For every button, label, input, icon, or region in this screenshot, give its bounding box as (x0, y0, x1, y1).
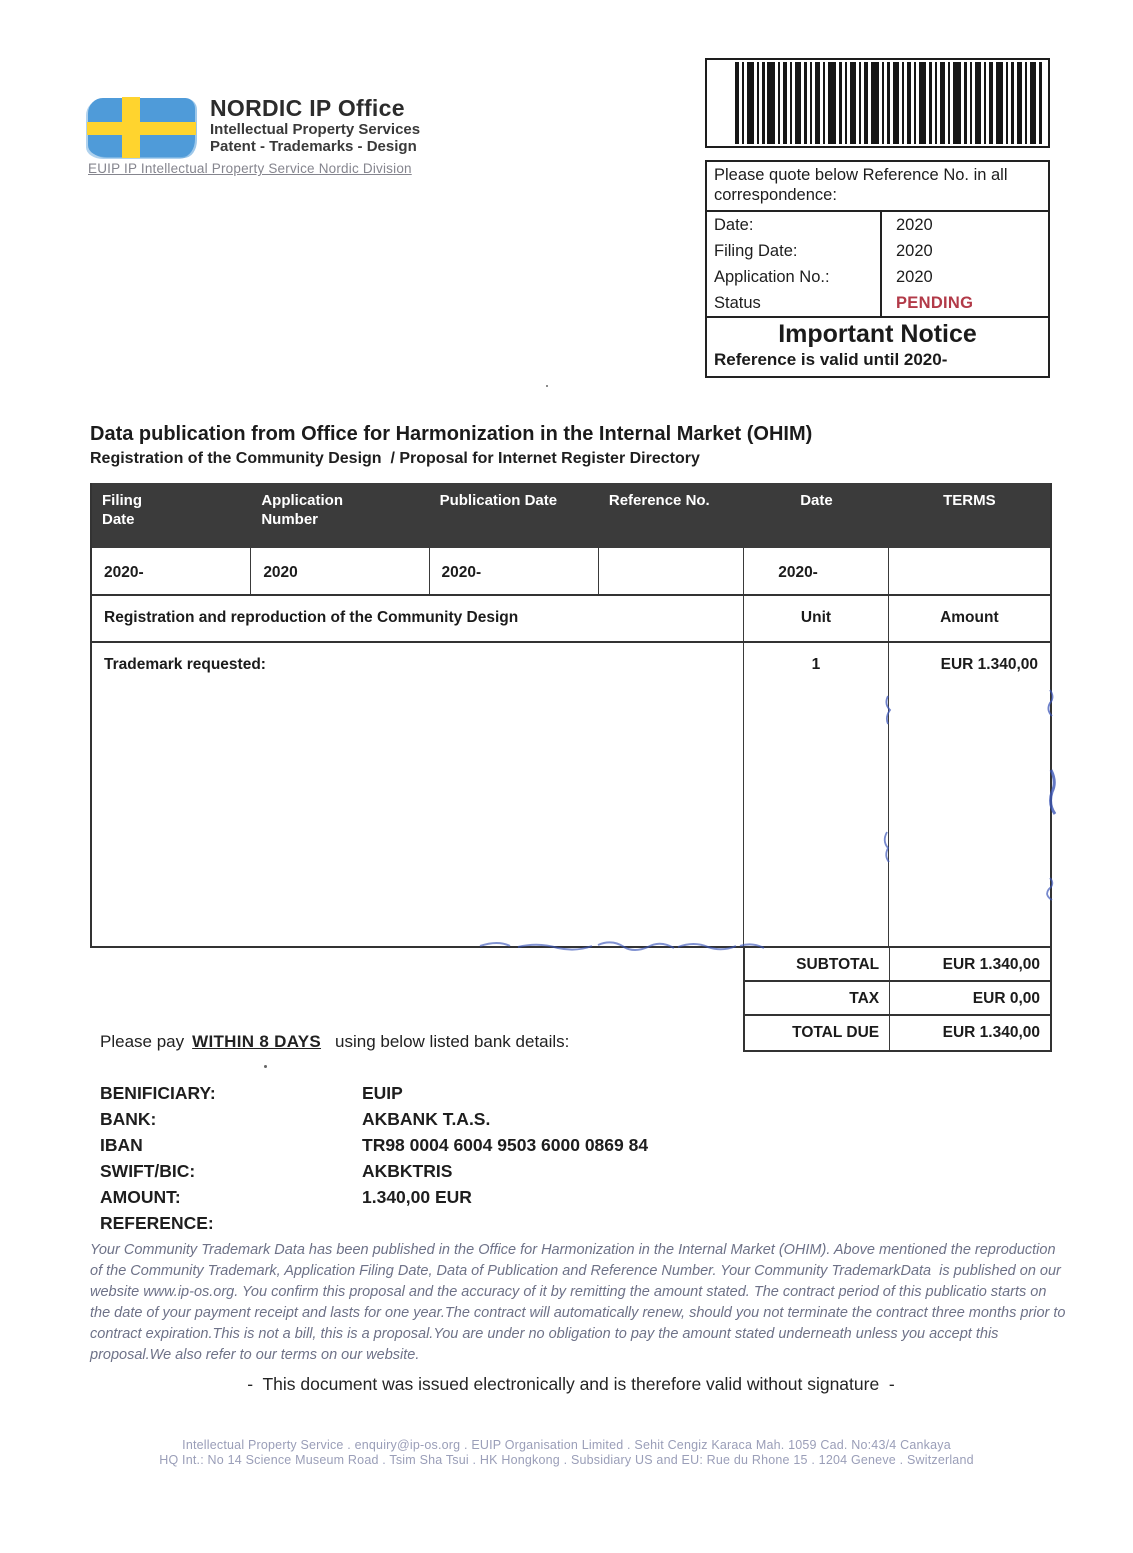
col-header-terms: TERMS (943, 492, 996, 509)
barcode-bars (707, 60, 1048, 146)
cell-filing-date: 2020- (92, 548, 251, 594)
electronic-signature-note: - This document was issued electronically and is therefore valid without signature - (247, 1374, 895, 1394)
cell-publication-date: 2020- (430, 548, 599, 594)
col-header-date: Date (800, 492, 833, 509)
table-header-row (92, 483, 1050, 548)
logo-text (210, 95, 420, 155)
bank-row-swift: SWIFT/BIC: AKBKTRIS (100, 1161, 453, 1181)
company-subtitle-2: Patent - Trademarks - Design (210, 138, 417, 155)
bank-row-bank: BANK: AKBANK T.A.S. (100, 1109, 491, 1129)
section-header-row (92, 596, 1050, 643)
important-notice (707, 318, 1048, 376)
company-name: NORDIC IP Office (210, 95, 405, 121)
reference-value: 2020 (896, 242, 933, 260)
payment-instruction (100, 1032, 569, 1052)
footer-line-2: HQ Int.: No 14 Science Museum Road . Tsim Sha Tsui . HK Hongkong . Subsidiary US and EU: Rue du Rhone 15 . 1204 Geneve . Switzerland (159, 1453, 974, 1467)
footer-line-1: Intellectual Property Service . enquiry@ip-os.org . EUIP Organisation Limited . Sehit Cengiz Karaca Mah. 1059 Cad. No:43/4 Cankaya (182, 1438, 951, 1452)
total-due-amount: EUR 1.340,00 (942, 1024, 1040, 1041)
sweden-flag-icon (88, 98, 195, 157)
unit-header: Unit (744, 596, 888, 641)
reference-label: Status (707, 290, 882, 316)
col-header-filing-date: Filing Date (102, 492, 142, 528)
reference-box (705, 160, 1050, 378)
disclaimer-paragraph: Your Community Trademark Data has been published in the Office for Harmonization in the Internal Market (OHIM). Above mentioned the reproduction of the Community Trademark, Application Filing Date, Data of Publication and Reference Number. Your Community TrademarkData is published on our website www.ip-os.org. You confirm this proposal and the accuracy of it by remitting the amount stated. The contract period of this publicatio starts on the date of your payment receipt and lasts for one year.The contract will automatically renew, should you not terminate the contract three months prior to contract expiration.This is not a bill, this is a proposal.You are under no obligation to pay the amount stated underneath unless you accept this proposal.We also refer to our terms on our website. (90, 1242, 1070, 1363)
bank-row-iban: IBAN TR98 0004 6004 9503 6000 0869 84 (100, 1135, 649, 1155)
reference-label: Date: (707, 212, 882, 238)
amount-header: Amount (940, 609, 999, 626)
cell-date: 2020- (744, 548, 888, 594)
reference-label: Filing Date: (707, 238, 882, 264)
tax-amount: EUR 0,00 (972, 990, 1040, 1007)
item-unit: 1 (744, 643, 888, 946)
cell-reference-no (599, 548, 744, 594)
page-subtitle: Registration of the Community Design / Proposal for Internet Register Directory (90, 450, 700, 467)
important-notice-title: Important Notice (778, 320, 977, 348)
tax-label: TAX (745, 982, 890, 1014)
bank-row-beneficiary: BENIFICIARY: EUIP (100, 1083, 403, 1103)
flag-cross-horizontal (87, 122, 196, 135)
reference-rows (707, 212, 1048, 318)
cell-terms (889, 548, 1050, 594)
reference-note: Please quote below Reference No. in all correspondence: (707, 162, 1048, 212)
reference-value: 2020 (896, 268, 933, 286)
line-item-row (92, 643, 1050, 946)
publication-table (90, 483, 1052, 948)
payment-deadline: WITHIN 8 DAYS (192, 1032, 322, 1051)
cell-application-number: 2020 (251, 548, 429, 594)
reference-row-status (707, 290, 1048, 316)
reference-row-application-no (707, 264, 1048, 290)
tax-row (745, 982, 1050, 1016)
col-header-reference-no: Reference No. (608, 492, 710, 509)
col-header-publication-date: Publication Date (439, 492, 558, 509)
reference-row-filing-date (707, 238, 1048, 264)
col-header-application-number: Application Number (261, 492, 343, 528)
subtotal-row (745, 948, 1050, 982)
scan-speck (546, 385, 548, 387)
bank-row-amount: AMOUNT: 1.340,00 EUR (100, 1187, 472, 1207)
section-description: Registration and reproduction of the Community Design (92, 596, 744, 641)
bank-row-reference: REFERENCE: (100, 1213, 214, 1233)
company-subtitle-1: Intellectual Property Services (210, 121, 421, 138)
scan-speck (264, 1065, 267, 1068)
footer (0, 1438, 1133, 1468)
logo-block (88, 95, 628, 185)
subtotal-amount: EUR 1.340,00 (942, 956, 1040, 973)
payment-suffix: using below listed bank details: (335, 1032, 570, 1051)
total-due-label: TOTAL DUE (745, 1016, 890, 1050)
totals-box (743, 946, 1052, 1052)
reference-value: 2020 (896, 216, 933, 234)
table-row (92, 548, 1050, 596)
item-amount: EUR 1.340,00 (940, 656, 1038, 673)
total-due-row (745, 1016, 1050, 1050)
bank-details (100, 1080, 648, 1236)
reference-row-date (707, 212, 1048, 238)
barcode (705, 58, 1050, 148)
subtotal-label: SUBTOTAL (745, 948, 890, 980)
reference-label: Application No.: (707, 264, 882, 290)
payment-prefix: Please pay (100, 1032, 185, 1051)
item-description: Trademark requested: (92, 643, 744, 946)
division-line: EUIP IP Intellectual Property Service Nordic Division (88, 161, 412, 176)
important-notice-text: Reference is valid until 2020- (714, 350, 948, 369)
page-title: Data publication from Office for Harmonization in the Internal Market (OHIM) (90, 423, 813, 445)
status-badge: PENDING (896, 294, 974, 312)
